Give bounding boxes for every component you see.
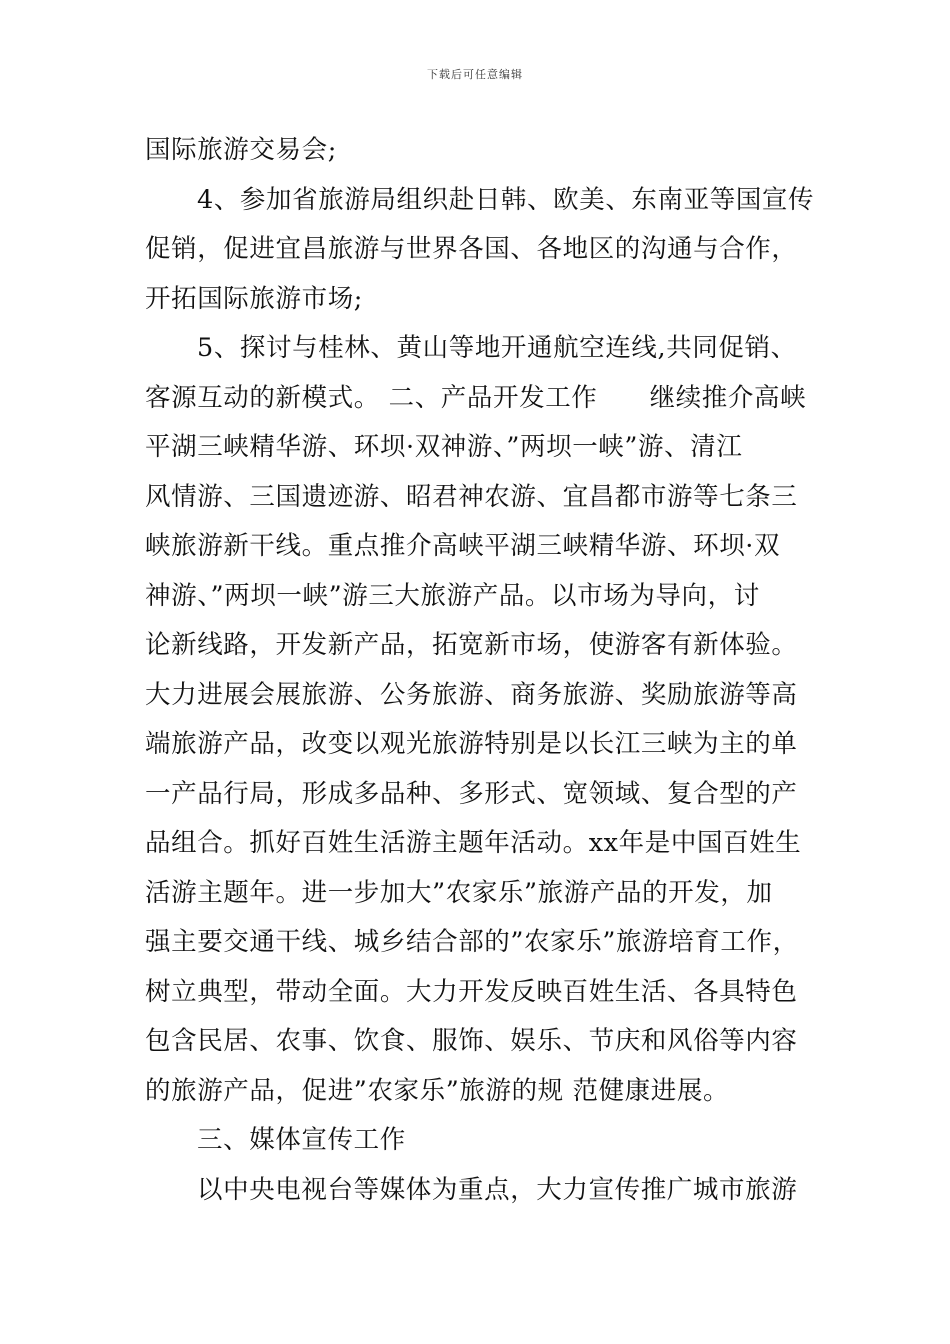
text-line: 包含民居、农事、饮食、服饰、娱乐、节庆和风俗等内容 (145, 1026, 798, 1056)
text-line: 强主要交通干线、城乡结合部的”农家乐”旅游培育工作， (145, 927, 799, 957)
text-line: 论新线路，开发新产品，拓宽新市场，使游客有新体验。 (145, 630, 798, 660)
text-line: 峡旅游新干线。重点推介高峡平湖三峡精华游、环坝·双 (145, 531, 781, 561)
text-line: 树立典型，带动全面。大力开发反映百姓生活、各具特色 (145, 976, 798, 1007)
document-body (145, 126, 845, 1215)
text-line: 神游、”两坝一峡”游三大旅游产品。以市场为导向，讨 (145, 580, 760, 611)
text-line: 风情游、三国遗迹游、昭君神农游、宜昌都市游等七条三 (145, 481, 798, 512)
text-line: 国际旅游交易会; (145, 135, 337, 165)
text-line: 端旅游产品，改变以观光旅游特别是以长江三峡为主的单 (145, 729, 798, 759)
text-line: 以中央电视台等媒体为重点，大力宣传推广城市旅游 (197, 1174, 798, 1205)
text-line: 平湖三峡精华游、环坝·双神游、”两坝一峡”游、清江 (145, 432, 743, 462)
text-line: 5、探讨与桂林、黄山等地开通航空连线,共同促销、 (197, 333, 797, 363)
text-line: 促销，促进宜昌旅游与世界各国、各地区的沟通与合作， (145, 234, 798, 264)
text-line: 的旅游产品，促进”农家乐”旅游的规 范健康进展。 (145, 1075, 730, 1106)
text-line: 客源互动的新模式。 二、产品开发工作 继续推介高峡 (145, 382, 807, 413)
page-header: 下载后可任意编辑 (427, 68, 523, 81)
text-line: 开拓国际旅游市场; (145, 283, 363, 314)
text-line: 一产品行局，形成多品种、多形式、宽领域、复合型的产 (145, 778, 798, 809)
text-line: 活游主题年。进一步加大”农家乐”旅游产品的开发，加 (145, 877, 773, 908)
text-line: 品组合。抓好百姓生活游主题年活动。xx年是中国百姓生 (145, 828, 802, 858)
text-line: 4、参加省旅游局组织赴日韩、欧美、东南亚等国宣传 (197, 184, 815, 215)
text-line: 大力进展会展旅游、公务旅游、商务旅游、奖励旅游等高 (145, 679, 798, 710)
section-heading: 三、媒体宣传工作 (197, 1125, 406, 1155)
